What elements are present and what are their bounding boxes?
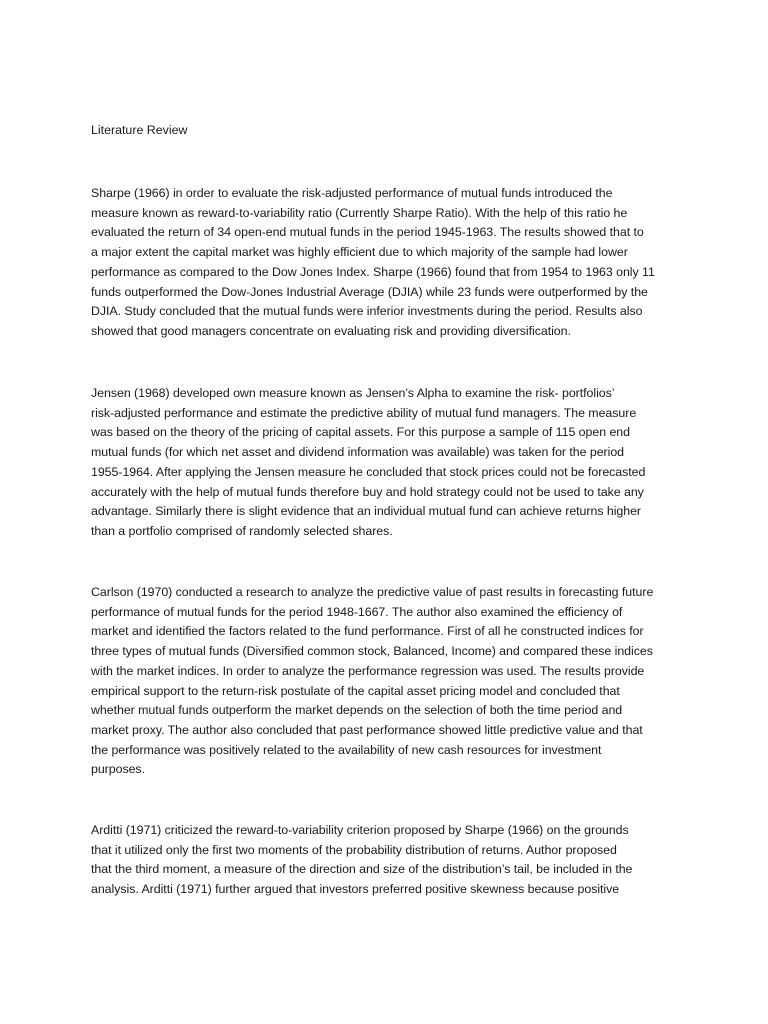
paragraph-sharpe [91,184,691,342]
paragraph-line: accurately with the help of mutual funds therefore buy and hold strategy could not be used to take any [91,484,644,499]
paragraph-line: measure known as reward-to-variability ratio (Currently Sharpe Ratio). With the help of this ratio he [91,205,628,220]
paragraph-line: analysis. Arditti (1971) further argued that investors preferred positive skewness because positive [91,882,620,897]
paragraph-line: 1955-1964. After applying the Jensen measure he concluded that stock prices could not be forecasted [91,464,646,479]
paragraph-line: three types of mutual funds (Diversified common stock, Balanced, Income) and compared these indices [91,644,653,659]
paragraph-line: Sharpe (1966) in order to evaluate the risk-adjusted performance of mutual funds introduced the [91,186,613,200]
paragraph-line: purposes. [91,762,145,777]
paragraph-line: market proxy. The author also concluded that past performance showed little predictive value and that [91,722,643,737]
paragraph-line: market and identified the factors related to the fund performance. First of all he constructed indices for [91,624,644,639]
paragraph-line: that it utilized only the first two moments of the probability distribution of returns. Author proposed [91,842,617,857]
paragraph-line: a major extent the capital market was highly efficient due to which majority of the sample had lower [91,245,628,260]
paragraph-line: performance of mutual funds for the period 1948-1667. The author also examined the efficiency of [91,604,623,619]
paragraph-line: with the market indices. In order to analyze the performance regression was used. The results provide [91,663,645,678]
paragraph-line: risk-adjusted performance and estimate the predictive ability of mutual fund managers. The measure [91,405,637,420]
paragraph-line: Jensen (1968) developed own measure known as Jensen’s Alpha to examine the risk- portfolios’ [91,386,615,400]
paragraph-line: Arditti (1971) criticized the reward-to-variability criterion proposed by Sharpe (1966) on the grounds [91,823,629,837]
paragraph-line: DJIA. Study concluded that the mutual funds were inferior investments during the period. Results also [91,304,643,319]
paragraph-line: the performance was positively related to the availability of new cash resources for investment [91,742,602,757]
paragraph-line: than a portfolio comprised of randomly selected shares. [91,523,393,538]
paragraph-line: was based on the theory of the pricing of capital assets. For this purpose a sample of 115 open end [91,425,630,440]
paragraph-line: advantage. Similarly there is slight evidence that an individual mutual fund can achieve returns higher [91,504,641,519]
paragraph-jensen [91,384,691,542]
paragraph-carlson [91,583,691,780]
paragraph-line: funds outperformed the Dow-Jones Industrial Average (DJIA) while 23 funds were outperformed by the [91,284,648,299]
paragraph-line: showed that good managers concentrate on evaluating risk and providing diversification. [91,323,571,338]
paragraph-line: mutual funds (for which net asset and dividend information was available) was taken for the period [91,445,625,460]
paragraph-line: whether mutual funds outperform the market depends on the selection of both the time period and [91,703,623,718]
paragraph-arditti [91,821,691,900]
paragraph-line: performance as compared to the Dow Jones Index. Sharpe (1966) found that from 1954 to 1963 only 11 [91,264,655,279]
paragraph-line: that the third moment, a measure of the direction and size of the distribution’s tail, be included in the [91,862,633,877]
paragraph-line: evaluated the return of 34 open-end mutual funds in the period 1945-1963. The results showed that to [91,225,644,240]
document-title: Literature Review [91,123,188,137]
paragraph-line: empirical support to the return-risk postulate of the capital asset pricing model and concluded that [91,683,620,698]
paragraph-line: Carlson (1970) conducted a research to analyze the predictive value of past results in forecasting future [91,585,654,599]
